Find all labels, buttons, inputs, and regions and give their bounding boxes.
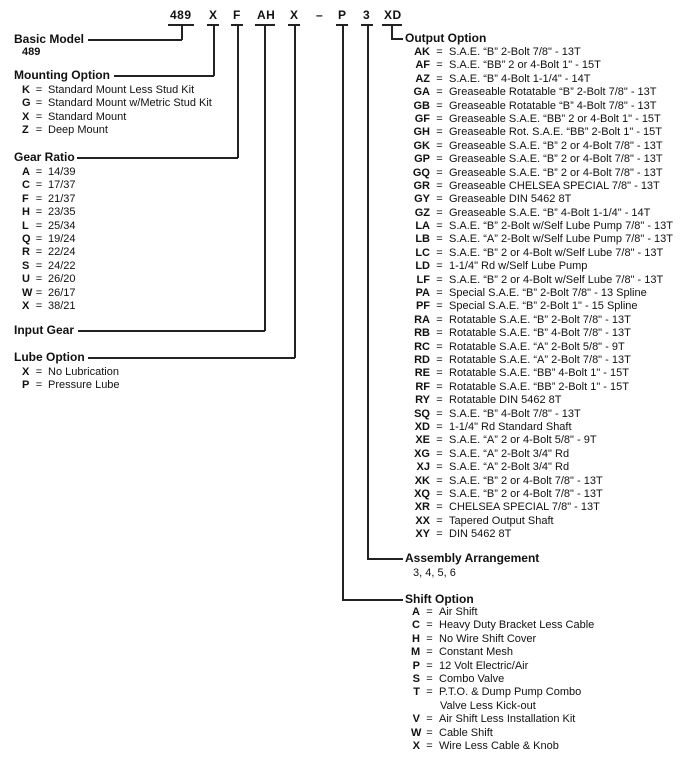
gear-ratio-title: Gear Ratio <box>14 150 75 164</box>
option-description: No Lubrication <box>48 366 119 378</box>
equals-sign: = <box>426 606 433 618</box>
option-code: H <box>412 632 420 645</box>
code-lube: X <box>290 8 299 22</box>
list-item <box>404 113 673 126</box>
equals-sign: = <box>436 447 443 460</box>
list-item <box>404 167 673 180</box>
option-code: AF <box>415 59 430 72</box>
option-description: Standard Mount <box>48 110 127 123</box>
option-code: GK <box>413 139 430 152</box>
option-description: Constant Mesh <box>439 646 513 659</box>
equals-sign: = <box>426 726 433 739</box>
option-code: A <box>412 606 420 618</box>
option-description: 23/35 <box>48 206 76 219</box>
option-code: C <box>22 179 30 192</box>
code-dash: – <box>316 8 324 22</box>
list-item <box>404 528 673 541</box>
list-item <box>22 246 76 259</box>
option-description: Rotatable S.A.E. “A” 2-Bolt 7/8" - 13T <box>449 353 631 366</box>
connector-mounting-v <box>213 25 215 76</box>
equals-sign: = <box>436 313 443 326</box>
list-item <box>22 206 76 219</box>
option-code: XD <box>414 420 430 433</box>
equals-sign: = <box>436 59 443 72</box>
code-assembly: 3 <box>363 8 371 22</box>
option-description: Rotatable S.A.E. “BB” 2-Bolt 1" - 15T <box>449 380 629 393</box>
option-description: 17/37 <box>48 179 76 192</box>
option-description: Greaseable Rot. S.A.E. “BB” 2-Bolt 1" - 15T <box>449 126 662 139</box>
option-code: XJ <box>416 461 430 474</box>
assembly-title: Assembly Arrangement <box>405 551 540 565</box>
connector-input-gear-h <box>78 330 265 332</box>
equals-sign: = <box>35 124 43 137</box>
basic-model-title: Basic Model <box>14 32 85 46</box>
connector-gear-ratio-v <box>237 25 239 158</box>
list-item <box>411 673 594 686</box>
option-description: Wire Less Cable & Knob <box>439 739 559 752</box>
connector-assembly-v <box>367 25 369 559</box>
option-description: Greaseable S.A.E. “B” 2 or 4-Bolt 7/8" - 13T <box>449 153 663 166</box>
option-code: XE <box>415 434 430 447</box>
option-code: V <box>412 713 420 726</box>
list-item <box>404 327 673 340</box>
equals-sign: = <box>436 260 443 273</box>
option-code: S <box>22 259 30 272</box>
code-shift: P <box>338 8 347 22</box>
lube-list <box>22 366 120 393</box>
option-description: Greaseable S.A.E. “B” 4-Bolt 1-1/4" - 14T <box>449 206 651 219</box>
connector-shift-v <box>342 25 344 600</box>
option-description: 12 Volt Electric/Air <box>439 659 529 672</box>
equals-sign: = <box>436 434 443 447</box>
mounting-list <box>22 84 212 138</box>
option-code: AK <box>414 46 430 58</box>
option-code: U <box>22 273 30 286</box>
equals-sign: = <box>426 659 433 672</box>
list-item <box>404 394 673 407</box>
option-code: RE <box>414 367 430 380</box>
option-code: XR <box>414 501 430 514</box>
option-code: GH <box>413 126 430 139</box>
equals-sign: = <box>436 353 443 366</box>
option-code: RA <box>414 313 430 326</box>
list-item <box>22 220 76 233</box>
connector-output-v <box>391 25 393 39</box>
equals-sign: = <box>426 686 433 699</box>
option-description: Greaseable Rotatable “B” 4-Bolt 7/8" - 13T <box>449 99 657 112</box>
option-description: Rotatable S.A.E. “B” 2-Bolt 7/8" - 13T <box>449 313 631 326</box>
option-description: S.A.E. “B” 4-Bolt 7/8" - 13T <box>449 407 581 420</box>
connector-shift-h <box>342 599 403 601</box>
option-code: P <box>22 379 30 392</box>
connector-lube-h <box>88 357 295 359</box>
list-item <box>404 461 673 474</box>
equals-sign: = <box>35 97 43 110</box>
option-description: S.A.E. “BB” 2 or 4-Bolt 1" - 15T <box>449 59 601 72</box>
equals-sign: = <box>426 632 433 645</box>
option-description: Special S.A.E. “B” 2-Bolt 7/8" - 13 Spline <box>449 287 647 300</box>
equals-sign: = <box>436 380 443 393</box>
option-code: RC <box>414 340 430 353</box>
list-item <box>22 97 212 110</box>
equals-sign: = <box>426 619 433 632</box>
equals-sign: = <box>35 379 43 392</box>
option-description: Greaseable DIN 5462 8T <box>449 193 572 206</box>
equals-sign: = <box>35 366 43 378</box>
option-code: XG <box>414 447 430 460</box>
equals-sign: = <box>436 420 443 433</box>
list-item <box>404 515 673 528</box>
equals-sign: = <box>35 286 43 299</box>
list-item <box>22 193 76 206</box>
option-code: LC <box>415 246 430 259</box>
equals-sign: = <box>436 501 443 514</box>
gear-ratio-list <box>22 166 76 313</box>
option-description: S.A.E. “A” 2-Bolt 3/4" Rd <box>449 461 570 474</box>
option-code: GP <box>414 153 430 166</box>
option-description: Combo Valve <box>439 672 505 685</box>
equals-sign: = <box>436 179 443 192</box>
option-code: XY <box>415 528 430 541</box>
option-code: A <box>22 166 30 178</box>
option-description: S.A.E. “B” 2 or 4-Bolt w/Self Lube 7/8" - 13T <box>449 273 664 286</box>
list-item <box>404 86 673 99</box>
option-code: Q <box>22 232 31 245</box>
option-description-continued: Valve Less Kick-out <box>440 699 536 712</box>
list-item <box>22 273 76 286</box>
option-description: Standard Mount w/Metric Stud Kit <box>48 97 212 110</box>
option-description: Cable Shift <box>439 726 493 739</box>
list-item <box>404 314 673 327</box>
connector-input-gear-v <box>264 25 266 331</box>
option-description: Greaseable Rotatable “B” 2-Bolt 7/8" - 13T <box>449 86 657 99</box>
equals-sign: = <box>426 739 433 752</box>
list-item <box>404 59 673 72</box>
list-item <box>404 488 673 501</box>
equals-sign: = <box>436 367 443 380</box>
list-item <box>22 166 76 179</box>
option-code: GY <box>414 193 430 206</box>
output-title: Output Option <box>405 31 487 45</box>
option-code: PA <box>415 287 430 300</box>
list-item <box>22 366 120 379</box>
equals-sign: = <box>426 672 433 685</box>
option-code: GF <box>414 112 430 125</box>
list-item <box>404 207 673 220</box>
list-item <box>404 367 673 380</box>
equals-sign: = <box>436 206 443 219</box>
list-item <box>404 421 673 434</box>
option-code: G <box>22 97 31 110</box>
list-item <box>411 606 594 619</box>
option-code: X <box>22 366 30 378</box>
equals-sign: = <box>436 46 443 58</box>
equals-sign: = <box>436 273 443 286</box>
option-description: 22/24 <box>48 246 76 259</box>
connector-basic-model-h <box>88 39 182 41</box>
option-code: GB <box>413 99 430 112</box>
equals-sign: = <box>35 179 43 192</box>
option-description: DIN 5462 8T <box>449 528 512 541</box>
input-gear-title: Input Gear <box>14 323 75 337</box>
option-description: S.A.E. “B” 2 or 4-Bolt 7/8" - 13T <box>449 474 603 487</box>
option-description: Rotatable S.A.E. “A” 2-Bolt 5/8" - 9T <box>449 340 625 353</box>
equals-sign: = <box>35 219 43 232</box>
option-code: P <box>412 659 420 672</box>
equals-sign: = <box>426 713 433 726</box>
equals-sign: = <box>35 246 43 259</box>
option-description: 24/22 <box>48 259 76 272</box>
option-description: P.T.O. & Dump Pump Combo <box>439 686 582 699</box>
option-code: GQ <box>412 166 430 179</box>
equals-sign: = <box>35 84 43 96</box>
equals-sign: = <box>436 300 443 313</box>
equals-sign: = <box>35 299 43 312</box>
list-item <box>404 341 673 354</box>
equals-sign: = <box>436 86 443 99</box>
list-item <box>404 126 673 139</box>
list-item <box>411 740 594 753</box>
equals-sign: = <box>35 273 43 286</box>
list-item <box>404 448 673 461</box>
equals-sign: = <box>436 99 443 112</box>
option-code: X <box>22 110 30 123</box>
equals-sign: = <box>436 407 443 420</box>
option-description: S.A.E. “B” 2-Bolt 7/8" - 13T <box>449 46 581 58</box>
option-description: S.A.E. “B” 2 or 4-Bolt w/Self Lube 7/8" - 13T <box>449 246 664 259</box>
list-item <box>22 111 212 124</box>
list-item <box>404 153 673 166</box>
output-list <box>404 46 673 541</box>
connector-output-h <box>391 38 403 40</box>
equals-sign: = <box>35 206 43 219</box>
option-code: M <box>411 646 421 659</box>
option-code: GZ <box>414 206 430 219</box>
option-description: S.A.E. “B” 2 or 4-Bolt 7/8" - 13T <box>449 487 603 500</box>
option-description: Rotatable S.A.E. “BB” 4-Bolt 1" - 15T <box>449 367 629 380</box>
option-code: RD <box>414 353 430 366</box>
equals-sign: = <box>436 394 443 407</box>
equals-sign: = <box>426 646 433 659</box>
option-description: 26/20 <box>48 273 76 286</box>
option-description: Heavy Duty Bracket Less Cable <box>439 619 595 632</box>
equals-sign: = <box>436 474 443 487</box>
list-item <box>404 140 673 153</box>
option-code: XQ <box>414 487 430 500</box>
connector-gear-ratio-h <box>77 157 238 159</box>
option-code: RY <box>415 394 430 407</box>
equals-sign: = <box>436 528 443 541</box>
list-item <box>22 179 76 192</box>
list-item <box>404 300 673 313</box>
assembly-value: 3, 4, 5, 6 <box>413 567 456 579</box>
option-description: 38/21 <box>48 299 76 312</box>
equals-sign: = <box>35 192 43 205</box>
option-code: Z <box>22 124 29 137</box>
list-item <box>404 73 673 86</box>
connector-mounting-h <box>114 75 214 77</box>
option-code: SQ <box>414 407 430 420</box>
option-description: 14/39 <box>48 166 76 178</box>
list-item <box>404 180 673 193</box>
option-description: 19/24 <box>48 232 76 245</box>
list-item <box>404 501 673 514</box>
code-basic-model: 489 <box>170 8 192 22</box>
option-code: S <box>412 672 420 685</box>
option-description: 25/34 <box>48 219 76 232</box>
option-description: Greaseable S.A.E. “BB” 2 or 4-Bolt 1" - 15T <box>449 112 661 125</box>
list-item <box>411 713 594 726</box>
list-item <box>411 660 594 673</box>
list-item <box>22 300 76 313</box>
option-description: S.A.E. “B” 2-Bolt w/Self Lube Pump 7/8" - 13T <box>449 220 674 233</box>
list-item <box>22 260 76 273</box>
option-code: L <box>22 219 29 232</box>
option-description: Greaseable S.A.E. “B” 2 or 4-Bolt 7/8" - 13T <box>449 166 663 179</box>
option-code: X <box>412 739 420 752</box>
equals-sign: = <box>436 287 443 300</box>
option-description: Greaseable CHELSEA SPECIAL 7/8" - 13T <box>449 179 660 192</box>
option-description: S.A.E. “B” 4-Bolt 1-1/4" - 14T <box>449 72 591 85</box>
option-code: GR <box>413 179 430 192</box>
shift-list <box>411 606 594 753</box>
mounting-title: Mounting Option <box>14 68 110 82</box>
option-description: Rotatable DIN 5462 8T <box>449 394 562 407</box>
equals-sign: = <box>436 220 443 233</box>
list-item <box>411 619 594 632</box>
connector-lube-v <box>294 25 296 358</box>
option-description: Air Shift Less Installation Kit <box>439 713 576 726</box>
list-item <box>404 354 673 367</box>
option-description: Deep Mount <box>48 124 108 137</box>
equals-sign: = <box>436 514 443 527</box>
equals-sign: = <box>436 153 443 166</box>
basic-model-value: 489 <box>22 46 41 58</box>
list-item <box>22 84 212 97</box>
option-code: GA <box>413 86 430 99</box>
option-description: 1-1/4" Rd w/Self Lube Pump <box>449 260 588 273</box>
option-description: 1-1/4" Rd Standard Shaft <box>449 420 572 433</box>
option-description: CHELSEA SPECIAL 7/8" - 13T <box>449 501 600 514</box>
option-code: X <box>22 299 30 312</box>
option-description: Standard Mount Less Stud Kit <box>48 84 195 96</box>
list-item <box>404 193 673 206</box>
list-item <box>404 274 673 287</box>
equals-sign: = <box>436 487 443 500</box>
list-item <box>404 46 673 59</box>
list-item <box>22 233 76 246</box>
option-code: LA <box>415 220 430 233</box>
option-code: AZ <box>415 72 430 85</box>
option-description: Air Shift <box>439 606 478 618</box>
list-item <box>404 247 673 260</box>
list-item <box>404 260 673 273</box>
option-code: W <box>411 726 422 739</box>
option-description: S.A.E. “A” 2-Bolt 3/4" Rd <box>449 447 570 460</box>
list-item <box>404 233 673 246</box>
list-item <box>411 633 594 646</box>
equals-sign: = <box>436 246 443 259</box>
equals-sign: = <box>436 126 443 139</box>
equals-sign: = <box>35 166 43 178</box>
equals-sign: = <box>35 110 43 123</box>
list-item <box>404 408 673 421</box>
list-item <box>404 100 673 113</box>
equals-sign: = <box>436 72 443 85</box>
option-description: Special S.A.E. “B” 2-Bolt 1" - 15 Spline <box>449 300 638 313</box>
equals-sign: = <box>436 233 443 246</box>
option-code: C <box>412 619 420 632</box>
option-code: LD <box>415 260 430 273</box>
option-code: T <box>413 686 420 699</box>
list-item <box>411 686 594 699</box>
option-code: W <box>22 286 33 299</box>
option-description: 21/37 <box>48 192 76 205</box>
option-description: Tapered Output Shaft <box>449 514 554 527</box>
option-description: 26/17 <box>48 286 76 299</box>
connector-assembly-h <box>367 558 403 560</box>
list-item <box>411 646 594 659</box>
option-description: S.A.E. “A” 2-Bolt w/Self Lube Pump 7/8" - 13T <box>449 233 674 246</box>
list-item <box>404 287 673 300</box>
code-output: XD <box>384 8 402 22</box>
lube-title: Lube Option <box>14 350 85 364</box>
equals-sign: = <box>436 166 443 179</box>
option-code: PF <box>415 300 430 313</box>
list-item <box>404 220 673 233</box>
list-item <box>22 287 76 300</box>
option-description: Pressure Lube <box>48 379 120 392</box>
equals-sign: = <box>436 193 443 206</box>
option-code: R <box>22 246 30 259</box>
option-code: LB <box>415 233 430 246</box>
code-input-gear: AH <box>257 8 276 22</box>
equals-sign: = <box>436 340 443 353</box>
equals-sign: = <box>436 112 443 125</box>
list-item <box>22 124 212 137</box>
option-code: F <box>22 192 29 205</box>
option-description: Rotatable S.A.E. “B” 4-Bolt 7/8" - 13T <box>449 327 631 340</box>
option-code: RF <box>415 380 430 393</box>
list-item <box>404 434 673 447</box>
option-code: RB <box>414 327 430 340</box>
option-description: No Wire Shift Cover <box>439 632 537 645</box>
list-item <box>404 475 673 488</box>
option-code: H <box>22 206 30 219</box>
equals-sign: = <box>35 259 43 272</box>
option-code: LF <box>416 273 430 286</box>
code-gear-ratio: F <box>233 8 241 22</box>
connector-basic-model-v <box>181 25 183 40</box>
equals-sign: = <box>436 139 443 152</box>
code-mounting: X <box>209 8 218 22</box>
list-item <box>411 727 594 740</box>
option-code: K <box>22 84 30 96</box>
option-description: S.A.E. “A” 2 or 4-Bolt 5/8" - 9T <box>449 434 597 447</box>
option-code: XK <box>414 474 430 487</box>
list-item <box>22 379 120 392</box>
equals-sign: = <box>35 232 43 245</box>
equals-sign: = <box>436 461 443 474</box>
equals-sign: = <box>436 327 443 340</box>
shift-title: Shift Option <box>405 592 474 606</box>
list-item <box>404 381 673 394</box>
option-description: Greaseable S.A.E. “B” 2 or 4-Bolt 7/8" - 13T <box>449 139 663 152</box>
option-code: XX <box>415 514 430 527</box>
